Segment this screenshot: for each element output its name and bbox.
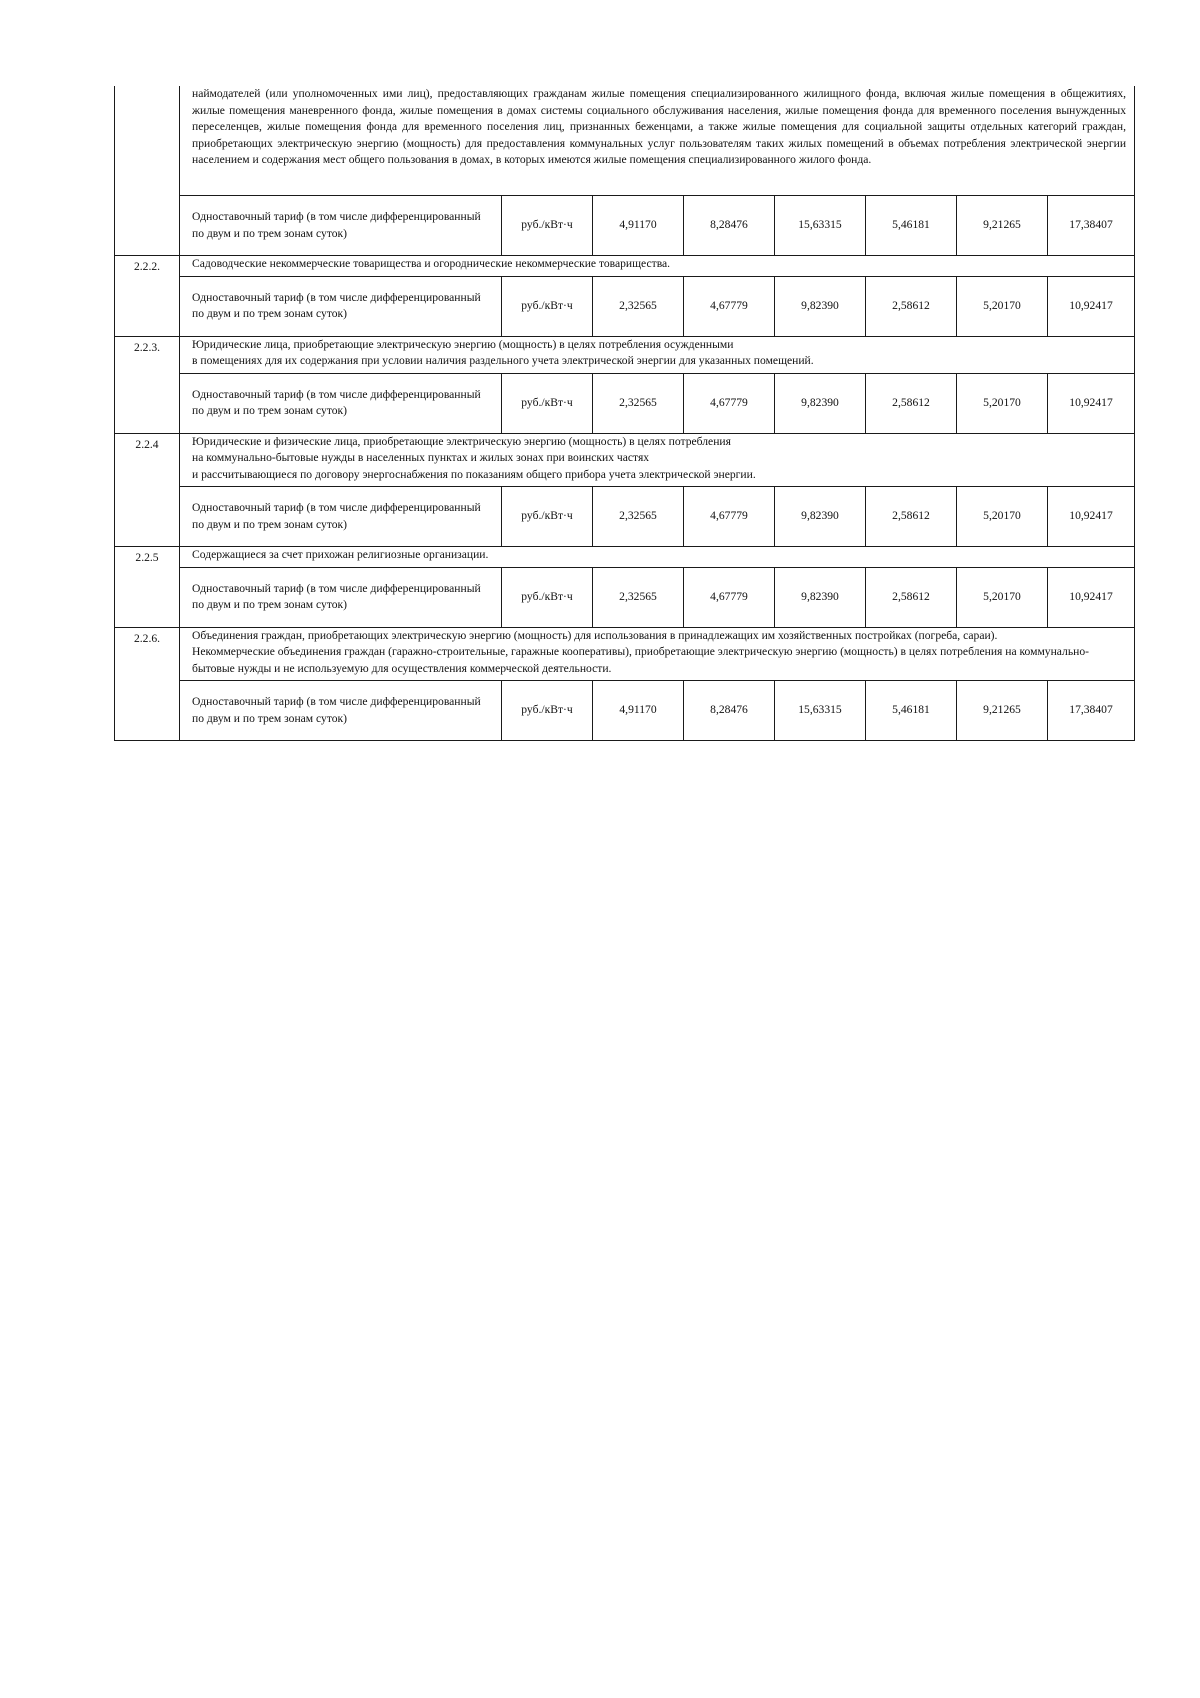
description-line: Объединения граждан, приобретающих электрическую энергию (мощность) для использования в принадлежащих им хозяйственных постройках (погреба, сараи).: [192, 628, 998, 642]
category-description-row: [115, 433, 1135, 487]
category-description-row: [115, 627, 1135, 681]
description-line: Садоводческие некоммерческие товарищества и огороднические некоммерческие товарищества.: [192, 257, 671, 270]
tariff-value: 4,91170: [593, 196, 684, 256]
tariff-value: 2,32565: [593, 567, 684, 627]
description-line: и рассчитывающиеся по договору энергоснабжения по показаниям общего прибора учета электрической энергии.: [192, 467, 756, 481]
description-line: на коммунально-бытовые нужды в населенных пунктах и жилых зонах при воинских частях: [192, 451, 650, 464]
tariff-row: [115, 567, 1135, 627]
tariff-value: 2,58612: [866, 276, 957, 336]
tariff-unit: руб./кВт·ч: [502, 373, 593, 433]
row-number: 2.2.5: [115, 547, 180, 628]
category-description: [180, 86, 1135, 196]
tariff-unit: руб./кВт·ч: [502, 196, 593, 256]
tariff-label: Одноставочный тариф (в том числе дифференцированный по двум и по трем зонам суток): [180, 487, 502, 547]
tariff-value: 2,58612: [866, 487, 957, 547]
category-description: [180, 547, 1135, 568]
tariff-value: 9,21265: [957, 196, 1048, 256]
tariff-value: 4,67779: [684, 373, 775, 433]
tariff-value: 2,32565: [593, 373, 684, 433]
description-line: Некоммерческие объединения граждан (гаражно-строительные, гаражные кооперативы), приобретающие электрическую энергию (мощность) в целях потребления на коммунально-бытовые нужды и не используемую для осуществления коммерческой деятельности.: [192, 645, 1089, 675]
description-line: Содержащиеся за счет прихожан религиозные организации.: [192, 548, 489, 561]
description-line: в помещениях для их содержания при условии наличия раздельного учета электрической энергии для указанных помещений.: [192, 354, 814, 367]
tariff-value: 8,28476: [684, 681, 775, 741]
tariff-row: [115, 487, 1135, 547]
tariff-unit: руб./кВт·ч: [502, 681, 593, 741]
tariff-unit: руб./кВт·ч: [502, 567, 593, 627]
tariff-value: 10,92417: [1048, 567, 1135, 627]
tariff-value: 5,20170: [957, 276, 1048, 336]
tariff-value: 2,32565: [593, 487, 684, 547]
tariff-value: 4,67779: [684, 276, 775, 336]
category-description-row: [115, 547, 1135, 568]
description-line: Юридические лица, приобретающие электрическую энергию (мощность) в целях потребления осужденными: [192, 337, 734, 351]
tariff-value: 5,20170: [957, 373, 1048, 433]
tariff-row: [115, 196, 1135, 256]
tariff-value: 15,63315: [775, 196, 866, 256]
tariff-value: 15,63315: [775, 681, 866, 741]
tariff-unit: руб./кВт·ч: [502, 487, 593, 547]
category-description: [180, 627, 1135, 681]
category-description-row: [115, 336, 1135, 373]
category-description: [180, 336, 1135, 373]
category-description-row: [115, 86, 1135, 196]
tariff-row: [115, 681, 1135, 741]
tariff-value: 2,58612: [866, 373, 957, 433]
tariff-value: 9,82390: [775, 567, 866, 627]
tariff-value: 5,20170: [957, 487, 1048, 547]
row-number: 2.2.3.: [115, 336, 180, 433]
tariff-value: 17,38407: [1048, 681, 1135, 741]
tariff-value: 5,46181: [866, 681, 957, 741]
tariff-value: 9,82390: [775, 487, 866, 547]
row-number: 2.2.6.: [115, 627, 180, 741]
tariff-value: 2,58612: [866, 567, 957, 627]
tariff-value: 2,32565: [593, 276, 684, 336]
tariff-value: 4,67779: [684, 567, 775, 627]
tariff-value: 10,92417: [1048, 276, 1135, 336]
description-line: наймодателей (или уполномоченных ими лиц), предоставляющих гражданам жилые помещения специализированного жилищного фонда, включая жилые помещения в общежитиях, жилые помещения маневренного фонда, жилые помещения в домах системы социального обслуживания населения, жилые помещения фонда для временного поселения вынужденных переселенцев, жилые помещения фонда для временного поселения лиц, признанных беженцами, а также жилые помещения для социальной защиты отдельных категорий граждан, приобретающих электрическую энергию (мощность) для предоставления коммунальных услуг пользователям таких жилых помещений в объемах потребления электрической энергии населением и содержания мест общего пользования в домах, в которых имеются жилые помещения специализированного жилого фонда.: [192, 87, 1127, 166]
tariff-value: 4,67779: [684, 487, 775, 547]
tariff-label: Одноставочный тариф (в том числе дифференцированный по двум и по трем зонам суток): [180, 276, 502, 336]
tariff-value: 9,21265: [957, 681, 1048, 741]
tariff-value: 5,46181: [866, 196, 957, 256]
tariff-row: [115, 373, 1135, 433]
tariff-label: Одноставочный тариф (в том числе дифференцированный по двум и по трем зонам суток): [180, 681, 502, 741]
row-number: 2.2.4: [115, 433, 180, 547]
category-description-row: [115, 256, 1135, 277]
tariff-value: 9,82390: [775, 276, 866, 336]
tariff-value: 9,82390: [775, 373, 866, 433]
tariff-table-body: [115, 86, 1135, 741]
tariff-value: 17,38407: [1048, 196, 1135, 256]
tariff-label: Одноставочный тариф (в том числе дифференцированный по двум и по трем зонам суток): [180, 196, 502, 256]
tariff-label: Одноставочный тариф (в том числе дифференцированный по двум и по трем зонам суток): [180, 567, 502, 627]
tariff-row: [115, 276, 1135, 336]
description-line: Юридические и физические лица, приобретающие электрическую энергию (мощность) в целях потребления: [192, 434, 731, 448]
category-description: [180, 433, 1135, 487]
row-number: 2.2.2.: [115, 256, 180, 337]
tariff-value: 10,92417: [1048, 373, 1135, 433]
tariff-value: 8,28476: [684, 196, 775, 256]
tariff-label: Одноставочный тариф (в том числе дифференцированный по двум и по трем зонам суток): [180, 373, 502, 433]
category-description: [180, 256, 1135, 277]
tariff-value: 5,20170: [957, 567, 1048, 627]
tariff-value: 10,92417: [1048, 487, 1135, 547]
tariff-unit: руб./кВт·ч: [502, 276, 593, 336]
tariff-table: [114, 86, 1135, 741]
tariff-value: 4,91170: [593, 681, 684, 741]
row-number: [115, 86, 180, 256]
